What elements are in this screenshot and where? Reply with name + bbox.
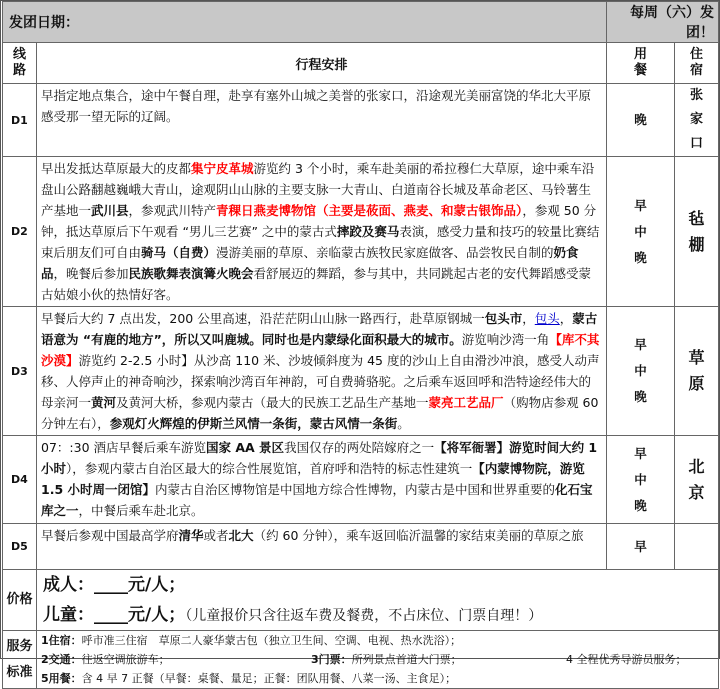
service-guide: 4 全程优秀导游员服务；: [566, 653, 687, 666]
col-route-char: 路: [12, 63, 26, 78]
meal-item: 中: [634, 471, 647, 487]
highlight-text: 青稞日燕麦博物馆（主要是莜面、燕麦、和蒙古银饰品）: [216, 203, 523, 218]
col-meals: [607, 43, 675, 84]
day-content: [37, 524, 607, 570]
service-transport-text: 往返空调旅游车；: [81, 653, 170, 666]
col-meals-text: [607, 47, 674, 79]
day-row: [3, 524, 719, 570]
header-row: [3, 2, 719, 43]
highlight-text: 蒙亮工艺品厂: [428, 395, 504, 410]
lodging-char: 毡: [688, 208, 705, 228]
day-content: [37, 307, 607, 436]
price-row: [3, 570, 719, 631]
col-lodging: [675, 43, 719, 84]
place-link[interactable]: 包头: [534, 311, 560, 326]
service-lodging: [41, 631, 718, 650]
day-lodging: [675, 307, 719, 436]
col-route-text: [3, 47, 36, 79]
highlight-text: 化石宝库之一: [41, 482, 593, 518]
service-content: [37, 631, 719, 689]
service-line-2: [41, 650, 718, 669]
day-lodging: [675, 157, 719, 307]
body-text: 早餐后大约 7 点出发，200 公里高速，沿茫茫阴山山脉一路西行，赴草原钢城一: [41, 311, 485, 326]
service-lodging-text: 呼市准三住宿 草原二人豪华蒙古包（独立卫生间、空调、电视、热水洗浴）；: [81, 634, 462, 647]
child-price-line: [37, 600, 718, 630]
service-label-line: 服务: [6, 638, 33, 654]
body-text: 内蒙古自治区博物馆是中国地方综合性博物，内蒙古是中国和世界重要的: [155, 482, 556, 497]
day-row: [3, 436, 719, 524]
body-text: ），参观内蒙古自治区最大的综合性展览馆，首府呼和浩特的标志性建筑一: [66, 461, 473, 476]
meal-item: 晚: [634, 389, 647, 404]
body-text: ，中餐后乘车赴北京。: [78, 503, 204, 518]
body-text: 游览约 2-2.5 小时】从沙高 110 米、沙坡倾斜度为 45 度的沙山上自由滑沙冲浪，感受人动声移、人停声止的神奇响沙，探索响沙湾百年神韵，可自费骑骆驼。之后乘车返回呼和浩特途经伟大的母亲河一: [41, 353, 600, 410]
highlight-text: 奶食品: [41, 245, 579, 281]
highlight-text: 【内蒙博物院，游览 1.5 小时周一闭馆】: [41, 461, 585, 497]
day-content: [37, 436, 607, 524]
lodging-char: 原: [688, 374, 705, 393]
meal-item: 早: [634, 197, 647, 213]
body-text: 游览响沙湾一角: [461, 332, 550, 347]
meal-item: 早: [634, 445, 647, 461]
itinerary-table: [2, 1, 719, 689]
body-text: 早出发抵达草原最大的皮都: [41, 161, 192, 176]
highlight-text: 【库不其沙漠】: [41, 332, 600, 368]
column-header-row: [3, 43, 719, 84]
lodging-char: 口: [689, 136, 703, 151]
body-text: ，: [522, 311, 535, 326]
lodging-char: 张: [689, 88, 703, 103]
col-lodging-char: 宿: [689, 63, 703, 78]
col-route-char: 线: [12, 47, 26, 62]
highlight-text: 清华: [178, 528, 204, 543]
day-label: D3: [3, 307, 37, 436]
service-label-text: [3, 634, 36, 686]
body-text: ，参观武川特产: [128, 203, 217, 218]
day-lodging: [675, 524, 719, 570]
day-label: D1: [3, 84, 37, 157]
day-content: [37, 84, 607, 157]
highlight-text: 民族歌舞表演篝火晚会: [128, 266, 254, 281]
lodging-char: 京: [688, 482, 705, 502]
col-route: [3, 43, 37, 84]
meal-item: 中: [634, 363, 647, 378]
service-meals: [41, 669, 718, 688]
body-text: 表演，感受力量和技巧的较量比赛结束后朋友们可自由: [41, 224, 600, 260]
day-label: D2: [3, 157, 37, 307]
lodging-char: 草: [688, 348, 705, 367]
day-row: [3, 307, 719, 436]
service-tickets-num: 3门票：: [311, 653, 352, 666]
day-content: [37, 157, 607, 307]
lodging-char: 家: [689, 112, 703, 127]
body-text: （购物店参观 60 分钟左右），: [41, 395, 599, 431]
service-transport-num: 2交通：: [41, 653, 82, 666]
lodging-char: 棚: [688, 234, 705, 254]
day-lodging: [675, 84, 719, 157]
col-meals-char: 用: [633, 47, 647, 62]
child-price-note: （儿童报价只含往返车费及餐费，不占床位、门票自理！）: [185, 608, 543, 624]
col-meals-char: 餐: [633, 63, 647, 78]
meal-item: 晚: [634, 249, 647, 265]
meal-item: 早: [634, 337, 647, 352]
service-tickets-text: 所列景点首道大门票；: [351, 653, 462, 666]
body-text: 看舒展迈的舞蹈，参与其中，共同跳起古老的安代舞蹈感受蒙古姑娘小伙的热情好客。: [41, 266, 592, 302]
day-row: [3, 157, 719, 307]
body-text: 我国仅存的两处陪嫁府之一: [284, 440, 435, 455]
body-text: 早指定地点集合，途中午餐自理，赴享有塞外山城之美誉的张家口，沿途观光美丽富饶的华北大平原感受那一望无际的辽阔。: [41, 88, 592, 124]
day-meals: [607, 84, 675, 157]
highlight-text: 【将军衙署】游览时间大约 1 小时: [41, 440, 598, 476]
col-itinerary: 行程安排: [37, 43, 607, 84]
highlight-text: 摔跤及赛马: [336, 224, 400, 239]
day-label: D5: [3, 524, 37, 570]
highlight-text: 集宁皮革城: [191, 161, 254, 176]
service-transport: [41, 650, 311, 669]
body-text: 及黄河大桥，参观内蒙古（最大的民族工艺品生产基地一: [116, 395, 429, 410]
price-content: [37, 570, 719, 631]
body-text: 游览约 3 个小时，乘车赴美丽的希拉穆仁大草原，途中乘车沿盘山公路翻越巍峨大青山，途观阴山山脉的主要支脉一大青山、白道南谷长城及革命老区、马铃薯生产基地一: [41, 161, 595, 218]
day-row: [3, 84, 719, 157]
child-price: 儿童：____元/人；: [43, 605, 186, 625]
departure-label: 发团日期：: [3, 2, 607, 43]
day-meals: [607, 157, 675, 307]
service-label: [3, 631, 37, 689]
meal-item: 中: [634, 223, 647, 239]
day-meals: [607, 307, 675, 436]
lodging-char: 北: [688, 456, 705, 476]
service-tickets: [311, 650, 566, 669]
highlight-text: 武川县: [91, 203, 129, 218]
highlight-text: 黄河: [91, 395, 117, 410]
highlight-text: 蒙古语意为 “有鹿的地方”，所以又叫鹿城。同时也是内蒙绿化面积最大的城市。: [41, 311, 598, 347]
departure-schedule: 每周（六）发团！: [607, 2, 719, 43]
col-lodging-char: 住: [689, 47, 703, 62]
body-text: ，晚餐后参加: [53, 266, 129, 281]
day-meals: [607, 524, 675, 570]
body-text: 早餐后参观中国最高学府: [41, 528, 179, 543]
service-row: [3, 631, 719, 689]
meal-item: 晚: [634, 497, 647, 513]
adult-price: 成人：____元/人；: [43, 575, 186, 595]
highlight-text: 骑马（自费）: [141, 245, 217, 260]
service-meals-num: 5用餐：: [41, 672, 82, 685]
service-meals-text: 含 4 早 7 正餐（早餐：桌餐、量足；正餐：团队用餐、八菜一汤、主食足）；: [81, 672, 457, 685]
highlight-text: 参观灯火辉煌的伊斯兰风情一条街，蒙古风情一条街: [109, 416, 398, 431]
day-meals: [607, 436, 675, 524]
body-text: 07：:30 酒店早餐后乘车游览: [41, 440, 206, 455]
day-label: D4: [3, 436, 37, 524]
service-lodging-num: 1住宿：: [41, 634, 82, 647]
body-text: 或者: [203, 528, 229, 543]
body-text: 。: [397, 416, 410, 431]
highlight-text: 北大: [228, 528, 254, 543]
highlight-text: 国家 AA 景区: [206, 440, 285, 455]
body-text: （约 60 分钟），乘车返回临沂温馨的家结束美丽的草原之旅: [253, 528, 584, 543]
day-lodging: [675, 436, 719, 524]
meal-item: 早: [634, 538, 647, 554]
price-label: 价格: [3, 570, 37, 631]
highlight-text: 包头市: [484, 311, 523, 326]
body-text: ，参观 50 分钟，抵达草原后下午观看 “男儿三艺赛” 之中的蒙古式: [41, 203, 597, 239]
meal-item: 晚: [634, 112, 647, 127]
col-lodging-text: [675, 47, 718, 79]
body-text: 漫游美丽的草原、亲临蒙古族牧民家庭做客、品尝牧民自制的: [216, 245, 554, 260]
service-label-line: 标准: [6, 664, 33, 680]
body-text: ，: [559, 311, 573, 326]
